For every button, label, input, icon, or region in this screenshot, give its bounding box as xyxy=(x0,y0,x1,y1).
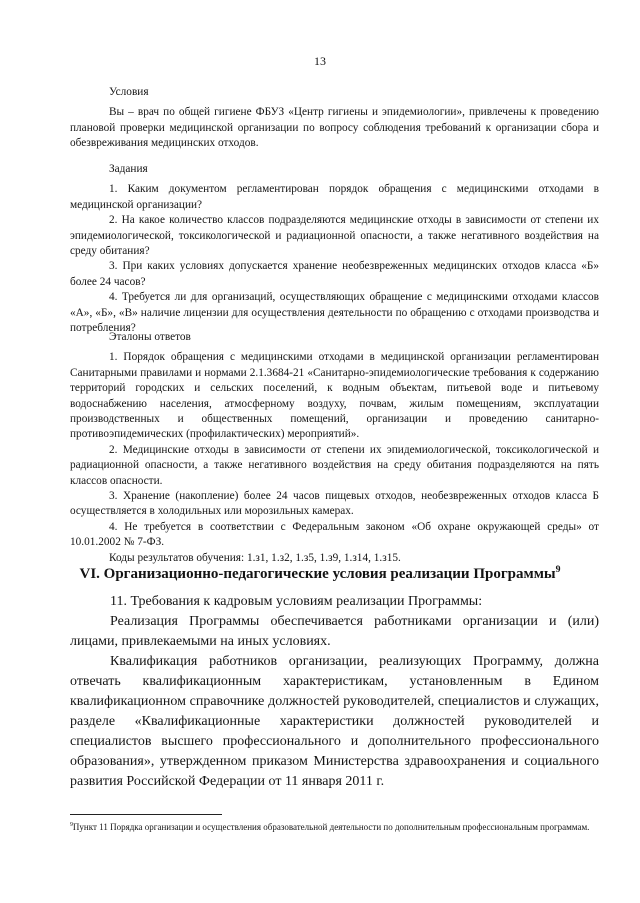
task-item-2: 2. На какое количество классов подразделяются медицинские отходы в зависимости от степени их эпидемиологической, токсикологической и радиационной опасности, а также негативного воздействия на среду обитания? xyxy=(70,214,599,258)
answer-item-1: 1. Порядок обращения с медицинскими отходами в медицинской организации регламентирован Санитарными правилами и нормами 2.1.3684-21 «Санитарно-эпидемиологические требования к содержанию территорий городских и сельских поселений, к водным объектам, питьевой воде и питьевому водоснабжению населения, атмосферному воздуху, почвам, жилым помещениям, эксплуатации производственных и общественных помещений, организации и проведению санитарно-противоэпидемических (профилактических) мероприятий». xyxy=(70,351,599,441)
tasks-heading: Задания xyxy=(109,163,148,175)
task-item-1: 1. Каким документом регламентирован порядок обращения с медицинскими отходами в медицинской организации? xyxy=(70,183,599,211)
footnote-mark: 9 xyxy=(70,822,73,828)
answer-codes: Коды результатов обучения: 1.з1, 1.з2, 1.з5, 1.з9, 1.з14, 1.з15. xyxy=(109,551,401,564)
section-title-text: VI. Организационно-педагогические условия реализации Программы xyxy=(79,566,556,582)
section-footnote-mark: 9 xyxy=(555,564,561,575)
answer-item-4: 4. Не требуется в соответствии с Федеральным законом «Об охране окружающей среды» от 10.01.2002 № 7-ФЗ. xyxy=(70,520,599,549)
section-paragraph-3: Квалификация работников организации, реализующих Программу, должна отвечать квалификационным характеристикам, установленным в Едином квалификационном справочнике должностей руководителей, специалистов и служащих, разделе «Квалификационные характеристики должностей руководителей и специалистов высшего профессионального и дополнительного профессионального образования», утвержденном приказом Министерства здравоохранения и социального развития Российской Федерации от 11 января 2011 г. xyxy=(70,654,599,789)
task-item-4: 4. Требуется ли для организаций, осуществляющих обращение с медицинскими отходами классов «А», «Б», «В» наличие лицензии для осуществления деятельности по обращению с отходами производства и потребления? xyxy=(70,291,599,335)
section-paragraph-2: Реализация Программы обеспечивается работниками организации и (или) лицами, привлекаемыми на иных условиях. xyxy=(70,614,599,649)
answers-heading: Эталоны ответов xyxy=(109,331,191,343)
answer-item-2: 2. Медицинские отходы в зависимости от степени их эпидемиологической, токсикологической и радиационной опасности, а также негативного воздействия на среду обитания подразделяются на пять классов опасности. xyxy=(70,443,599,487)
footnote-separator xyxy=(70,814,222,815)
task-item-3: 3. При каких условиях допускается хранение необезвреженных медицинских отходов класса «Б» более 24 часов? xyxy=(70,260,599,288)
tasks-block xyxy=(70,162,599,336)
answers-block xyxy=(70,330,599,566)
conditions-text: Вы – врач по общей гигиене ФБУЗ «Центр гигиены и эпидемиологии», привлечены к проведению плановой проверки медицинской организации по вопросу соблюдения требований к организации сбора и обезвреживания медицинских отходов. xyxy=(70,106,599,150)
conditions-heading: Условия xyxy=(109,86,149,98)
footnote-text: Пункт 11 Порядка организации и осуществления образовательной деятельности по дополнительным профессиональным программам. xyxy=(72,822,590,832)
section-paragraph-1: 11. Требования к кадровым условиям реализации Программы: xyxy=(110,594,483,609)
section-body xyxy=(70,592,599,792)
answer-item-3: 3. Хранение (накопление) более 24 часов пищевых отходов, необезвреженных отходов класса Б осуществляется в холодильных или морозильных камерах. xyxy=(70,490,599,518)
page-number: 13 xyxy=(314,54,326,68)
conditions-block xyxy=(70,85,599,152)
section-title xyxy=(0,564,640,583)
footnote xyxy=(70,819,599,834)
